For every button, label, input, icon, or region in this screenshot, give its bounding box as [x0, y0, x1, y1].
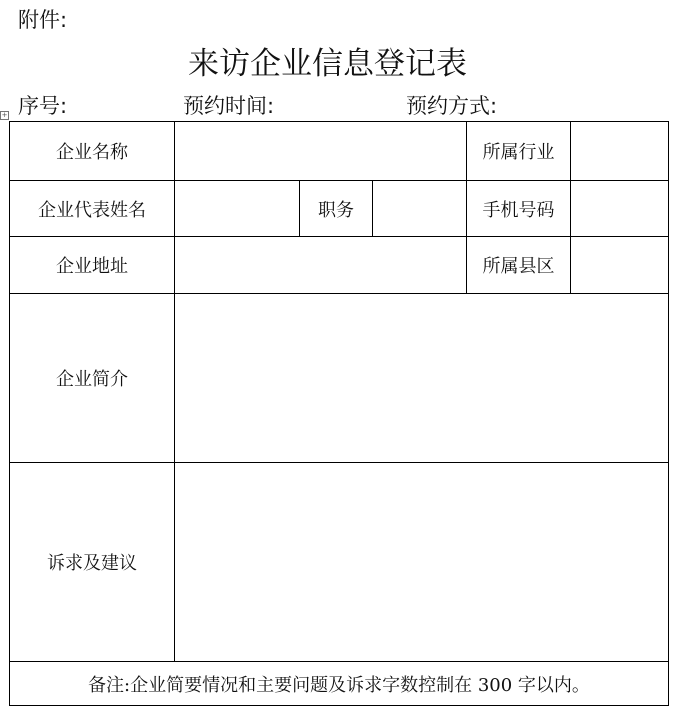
address-label: 企业地址: [10, 237, 175, 294]
serial-number-label: 序号:: [18, 94, 68, 118]
phone-field[interactable]: [571, 181, 669, 237]
county-field[interactable]: [571, 237, 669, 294]
company-name-field[interactable]: [175, 122, 467, 181]
table-row: [10, 662, 669, 706]
phone-label: 手机号码: [467, 181, 571, 237]
table-row: [10, 181, 669, 237]
table-row: [10, 237, 669, 294]
table-move-handle-icon[interactable]: +: [1, 111, 8, 119]
position-label: 职务: [300, 181, 373, 237]
industry-label: 所属行业: [467, 122, 571, 181]
table-row: [10, 122, 669, 181]
representative-name-label: 企业代表姓名: [10, 181, 175, 237]
address-field[interactable]: [175, 237, 467, 294]
appointment-method-label: 预约方式:: [406, 94, 498, 118]
table-row: [10, 463, 669, 662]
county-label: 所属县区: [467, 237, 571, 294]
appeals-field[interactable]: [175, 463, 669, 662]
note-text: 备注:企业简要情况和主要问题及诉求字数控制在 300 字以内。: [10, 662, 669, 706]
registration-form-table: [9, 121, 669, 706]
introduction-label: 企业简介: [10, 294, 175, 463]
appeals-label: 诉求及建议: [10, 463, 175, 662]
company-name-label: 企业名称: [10, 122, 175, 181]
table-row: [10, 294, 669, 463]
page-title: 来访企业信息登记表: [188, 46, 467, 82]
introduction-field[interactable]: [175, 294, 669, 463]
attachment-label: 附件:: [18, 8, 68, 32]
appointment-time-label: 预约时间:: [183, 94, 275, 118]
industry-field[interactable]: [571, 122, 669, 181]
position-field[interactable]: [373, 181, 467, 237]
representative-name-field[interactable]: [175, 181, 300, 237]
